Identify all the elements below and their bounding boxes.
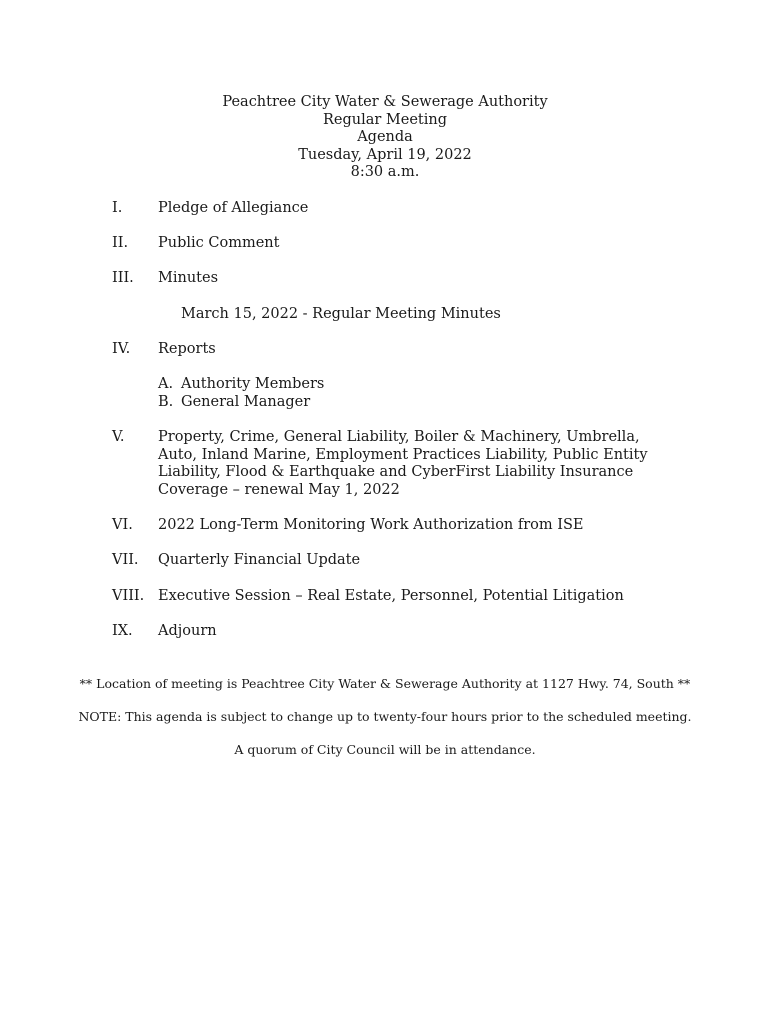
organization-name: Peachtree City Water & Sewerage Authority [222,94,548,110]
subitem-letter: A. [158,376,174,392]
item-number: I. [112,200,123,216]
item-number: VI. [112,517,133,533]
meeting-date: Tuesday, April 19, 2022 [298,146,472,163]
subitem-letter: B. [158,394,174,410]
item-text: Pledge of Allegiance [158,200,309,216]
item-text: Public Comment [158,235,280,251]
item-text: Adjourn [158,623,217,639]
item-number: IV. [112,341,131,357]
item-text: Minutes [158,270,219,286]
report-subitem: General Manager [181,394,311,410]
item-number: VIII. [112,588,145,604]
item-number: IX. [112,623,133,639]
document-type: Agenda [357,129,413,146]
item-text: Executive Session – Real Estate, Personnel, Potential Litigation [158,588,624,604]
item-number: III. [112,270,134,286]
report-subitem: Authority Members [181,376,325,392]
item-number: II. [112,235,129,251]
item-number: VII. [112,552,139,568]
agenda-header [0,94,770,182]
location-note: ** Location of meeting is Peachtree City Water & Sewerage Authority at 1127 Hwy. 74, South ** [79,676,691,691]
item-text: Reports [158,341,216,357]
item-text: Property, Crime, General Liability, Boiler & Machinery, Umbrella, Auto, Inland Marine, Employment Practices Liability, Public Entity Liability, Flood & Earthquake and CyberFirst Liability Insurance Coverage – renewal May 1, 2022 [158,429,648,498]
meeting-time: 8:30 a.m. [350,164,420,181]
minutes-subitem: March 15, 2022 - Regular Meeting Minutes [181,306,501,322]
change-notice: NOTE: This agenda is subject to change up to twenty-four hours prior to the scheduled meeting. [78,709,692,724]
item-text: Quarterly Financial Update [158,552,361,568]
quorum-note: A quorum of City Council will be in attendance. [234,742,536,757]
meeting-type: Regular Meeting [322,111,448,128]
item-number: V. [112,429,125,445]
item-text: 2022 Long-Term Monitoring Work Authorization from ISE [158,517,584,533]
